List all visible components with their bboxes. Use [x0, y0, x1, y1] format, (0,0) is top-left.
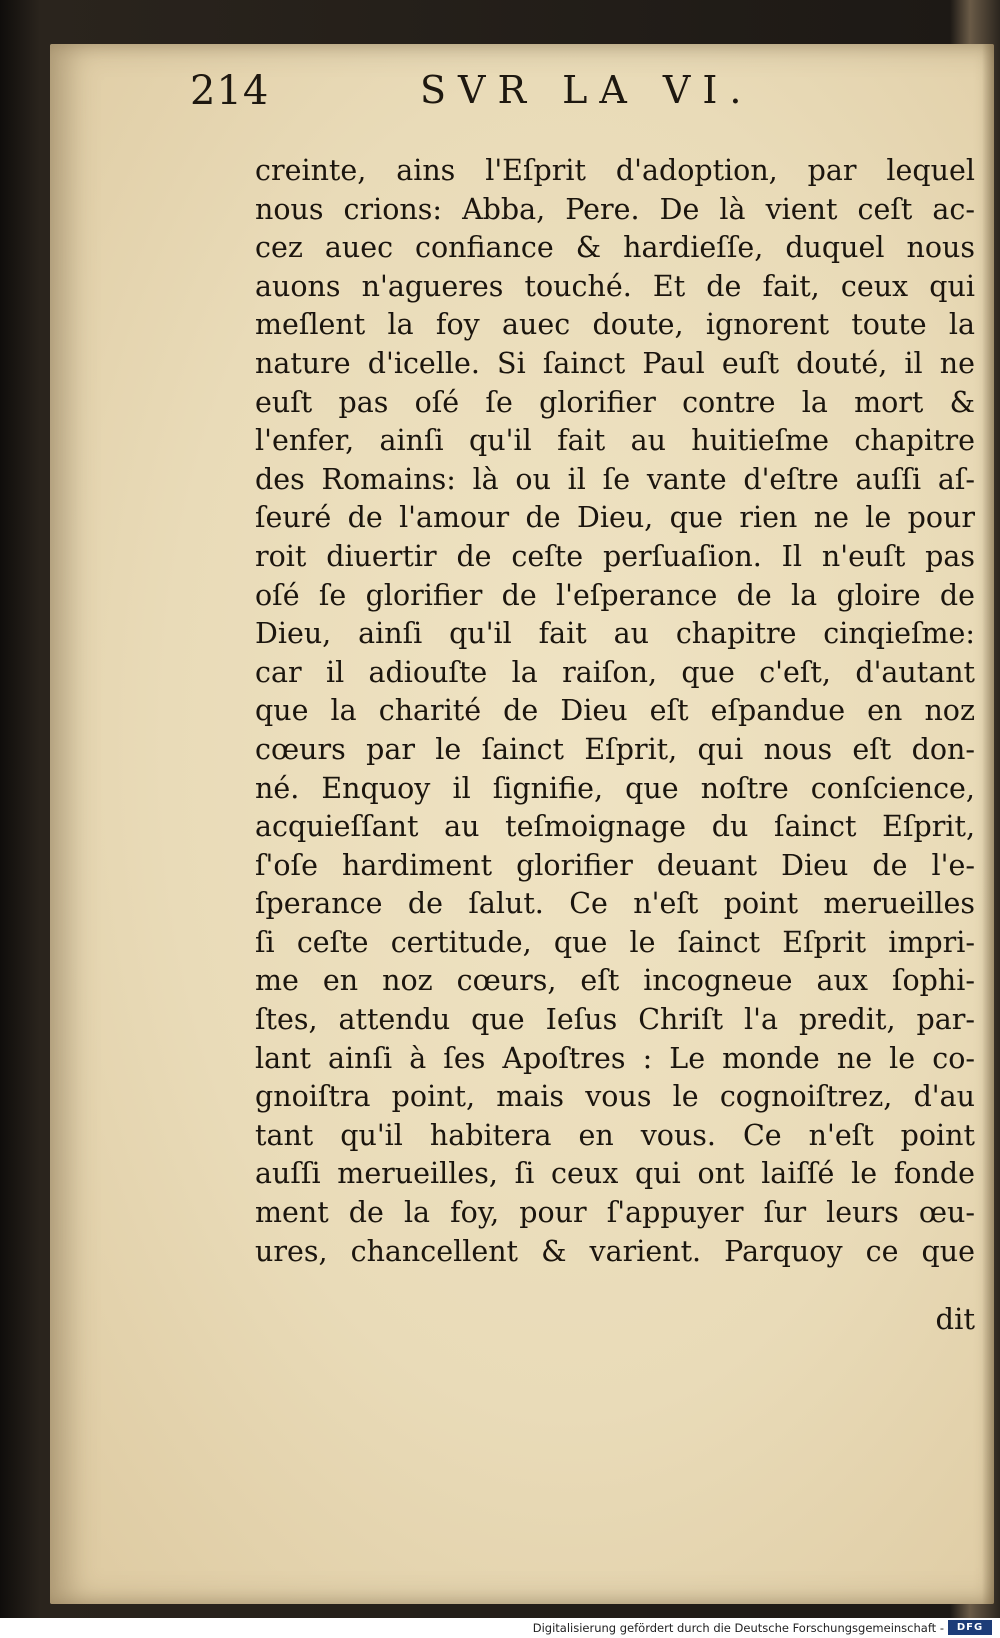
text-line: nous crions: Abba, Pere. De là vient ceſt ac- [255, 192, 975, 226]
text-line: ſeuré de l'amour de Dieu, que rien ne le pour [255, 501, 975, 535]
dfg-logo-icon: DFG [948, 1620, 992, 1635]
page-number: 214 [190, 68, 270, 114]
text-line: nature d'icelle. Si ſainct Paul euſt douté, il ne [255, 346, 975, 380]
text-line: ſi ceſte certitude, que le ſainct Eſprit impri- [255, 925, 975, 959]
text-line: car il adiouſte la raiſon, que c'eſt, d'autant [255, 655, 975, 689]
text-line: me en noz cœurs, eſt incogneue aux ſophi- [255, 964, 975, 998]
text-line: oſé ſe glorifier de l'eſperance de la gloire de [255, 578, 975, 612]
text-line: que la charité de Dieu eſt eſpandue en noz [255, 694, 975, 728]
text-line: ſ'oſe hardiment glorifier deuant Dieu de l'e- [255, 848, 975, 882]
text-line: cœurs par le ſainct Eſprit, qui nous eſt don- [255, 732, 975, 766]
text-line: ment de la foy, pour ſ'appuyer ſur leurs œu- [255, 1196, 975, 1230]
text-line: né. Enquoy il ſignifie, que noſtre conſcience, [255, 771, 975, 805]
text-line: lant ainſi à ſes Apoſtres : Le monde ne le co- [255, 1041, 975, 1075]
funding-notice: Digitalisierung gefördert durch die Deutsche Forschungsgemeinschaft - [532, 1621, 944, 1635]
text-line: auons n'agueres touché. Et de fait, ceux qui [255, 269, 975, 303]
page-edge-shadow [982, 44, 994, 1604]
text-line: Dieu, ainſi qu'il fait au chapitre cinqieſme: [255, 617, 975, 651]
text-line: ures, chancellent & varient. Parquoy ce que [255, 1234, 975, 1268]
page-header [190, 68, 890, 128]
catchword-row [255, 1302, 975, 1336]
text-line: tant qu'il habitera en vous. Ce n'eſt point [255, 1118, 975, 1152]
text-line: ſtes, attendu que Ieſus Chriſt l'a predit, par- [255, 1003, 975, 1037]
body-text [255, 152, 975, 1271]
text-line: ſperance de ſalut. Ce n'eſt point merueilles [255, 887, 975, 921]
text-line: l'enfer, ainſi qu'il fait au huitieſme chapitre [255, 424, 975, 458]
text-line: meſlent la foy auec doute, ignorent toute la [255, 308, 975, 342]
text-line: euſt pas oſé ſe glorifier contre la mort & [255, 385, 975, 419]
text-line: acquieſſant au teſmoignage du ſainct Eſprit, [255, 810, 975, 844]
text-line: gnoiſtra point, mais vous le cognoiſtrez, d'au [255, 1080, 975, 1114]
text-line: cez auec confiance & hardieſſe, duquel nous [255, 231, 975, 265]
catchword: dit [935, 1302, 975, 1336]
running-head: SVR LA VI. [420, 68, 754, 112]
text-line: creinte, ains l'Eſprit d'adoption, par lequel [255, 154, 975, 187]
text-line: roit diuertir de ceſte perſuaſion. Il n'euſt pas [255, 539, 975, 573]
text-line: auſſi merueilles, ſi ceux qui ont laiſſé le fonde [255, 1157, 975, 1191]
text-line: des Romains: là ou il ſe vante d'eſtre auſſi aſ- [255, 462, 975, 496]
